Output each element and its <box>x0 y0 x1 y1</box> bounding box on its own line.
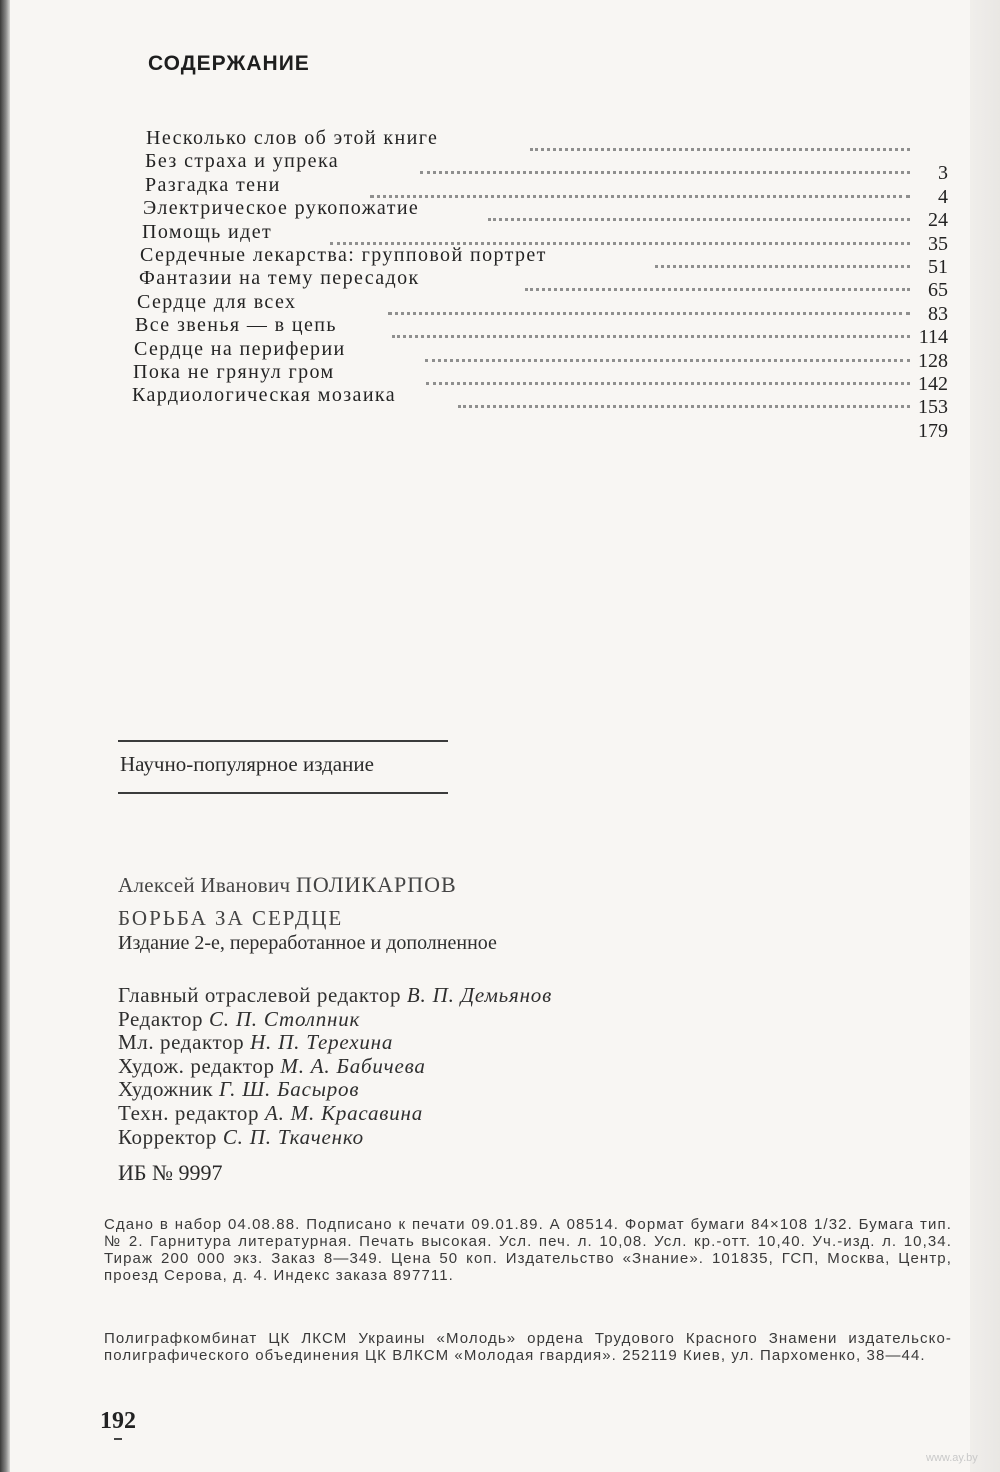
credit-role: Главный отраслевой редактор <box>118 983 402 1007</box>
credit-line <box>118 1031 552 1055</box>
toc-entry-label: Помощь идет <box>142 220 273 243</box>
toc-entry-page: 51 <box>928 255 948 278</box>
credit-name: Г. Ш. Басыров <box>219 1077 360 1102</box>
author <box>118 872 457 898</box>
author-given-name: Алексей Иванович <box>118 873 291 897</box>
toc-entry-page: 153 <box>918 396 948 419</box>
credit-line <box>118 1078 552 1102</box>
toc-entry-label: Без страха и упрека <box>145 150 340 173</box>
credit-name: А. М. Красавина <box>264 1100 424 1125</box>
author-surname: ПОЛИКАРПОВ <box>295 872 457 897</box>
watermark: www.ay.by <box>926 1452 978 1464</box>
toc-entry-label: Фантазии на тему пересадок <box>139 267 420 290</box>
toc-entry-page: 128 <box>918 349 948 372</box>
credit-role: Мл. редактор <box>118 1030 245 1055</box>
toc-entry-label: Сердечные лекарства: групповой портрет <box>140 243 547 266</box>
credit-line <box>118 1126 552 1150</box>
toc-entry-label: Кардиологическая мозаика <box>132 384 397 407</box>
page-number-mark <box>114 1438 122 1440</box>
credit-role: Художник <box>118 1077 214 1102</box>
toc-entry-page: 83 <box>928 302 948 325</box>
toc-title: СОДЕРЖАНИЕ <box>148 52 310 75</box>
credit-role: Худож. редактор <box>118 1053 275 1078</box>
toc-entry-page: 142 <box>918 372 948 395</box>
toc-entry-label: Электрическое рукопожатие <box>143 197 420 220</box>
book-title: БОРЬБА ЗА СЕРДЦЕ <box>118 906 344 930</box>
credit-line <box>118 1055 552 1079</box>
toc-entry-label: Сердце для всех <box>137 290 297 313</box>
credit-role: Техн. редактор <box>118 1100 260 1125</box>
credit-line <box>118 1102 552 1126</box>
page-edge <box>970 0 1000 1472</box>
toc-entry-label: Сердце на периферии <box>134 337 346 360</box>
divider-top <box>118 740 448 742</box>
toc-entry-page: 4 <box>938 185 948 208</box>
ib-number: ИБ № 9997 <box>118 1160 223 1185</box>
credit-role: Редактор <box>118 1006 204 1031</box>
printer-imprint: Полиграфкомбинат ЦК ЛКСМ Украины «Молодь» ордена Трудового Красного Знамени издательско-полиграфического объединения ЦК ВЛКСМ «Молодая гвардия». 252119 Киев, ул. Пархоменко, 38—44. <box>104 1330 952 1364</box>
toc-entry-page: 65 <box>928 279 948 302</box>
book-binding <box>0 0 10 1472</box>
credit-name: С. П. Столпник <box>208 1006 361 1031</box>
credit-line <box>118 1008 552 1032</box>
table-of-contents <box>130 126 950 442</box>
toc-entry-page: 24 <box>928 209 948 232</box>
toc-entry-label: Разгадка тени <box>145 173 281 196</box>
toc-entry <box>130 360 950 395</box>
toc-entry-page: 35 <box>928 232 948 255</box>
toc-entry <box>130 173 950 208</box>
credit-name: Н. П. Терехина <box>250 1030 394 1055</box>
toc-entry-page: 114 <box>918 326 948 349</box>
credits-list <box>118 984 552 1149</box>
toc-entry-label: Несколько слов об этой книге <box>146 127 439 149</box>
credit-name: В. П. Демьянов <box>406 983 553 1007</box>
credit-name: М. А. Бабичева <box>280 1053 426 1078</box>
toc-entry-page: 179 <box>918 419 948 442</box>
toc-entry <box>130 407 950 442</box>
page-number: 192 <box>100 1408 136 1434</box>
toc-entry-label: Пока не грянул гром <box>133 360 335 383</box>
edition-type: Научно-популярное издание <box>120 752 374 776</box>
toc-entry-label: Все звенья — в цепь <box>135 314 337 337</box>
credit-line <box>118 984 552 1008</box>
toc-entry <box>130 126 950 149</box>
toc-entry <box>130 243 950 278</box>
print-data-imprint: Сдано в набор 04.08.88. Подписано к печати 09.01.89. А 08514. Формат бумаги 84×108 1/32. Бумага тип. № 2. Гарнитура литературная. Печать высокая. Усл. печ. л. 10,08. Усл. кр.-отт. 10,40. Уч.-изд. л. 10,34. Тираж 200 000 экз. Заказ 8—349. Цена 50 коп. Издательство «Знание». 101835, ГСП, Москва, Центр, проезд Серова, д. 4. Индекс заказа 897711. <box>104 1216 952 1284</box>
toc-entry <box>130 383 950 419</box>
edition-note: Издание 2-е, переработанное и дополненное <box>118 932 497 954</box>
toc-entry-page: 3 <box>938 162 948 185</box>
divider-bottom <box>118 792 448 794</box>
credit-name: С. П. Ткаченко <box>222 1124 364 1149</box>
credit-role: Корректор <box>118 1124 218 1149</box>
toc-entry <box>130 290 950 325</box>
